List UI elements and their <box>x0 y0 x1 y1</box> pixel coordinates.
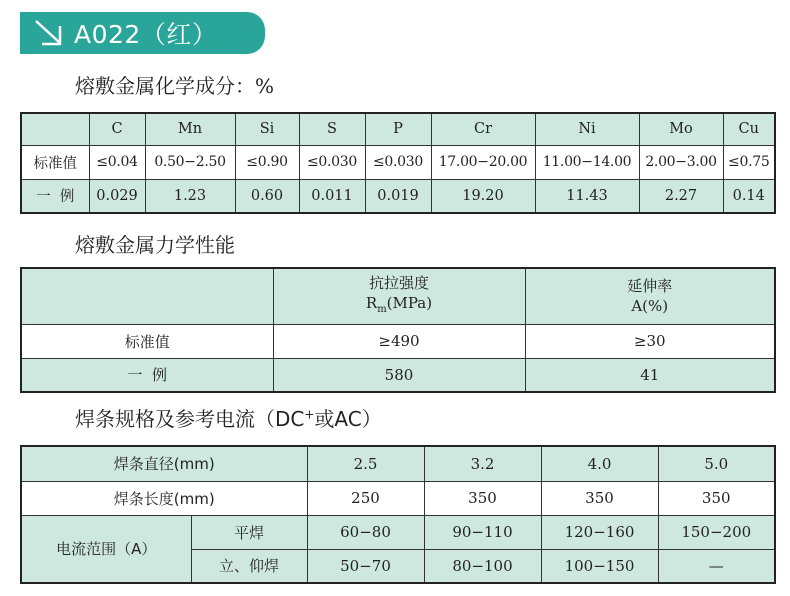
mechanical-table <box>20 267 776 393</box>
table-cell: ≤0.030 <box>299 145 365 179</box>
header-line: A(%) <box>631 297 669 316</box>
table-row <box>21 515 775 549</box>
unit-text: (MPa) <box>386 293 433 312</box>
table-cell: 350 <box>424 481 541 515</box>
table-cell: 1.23 <box>145 179 235 213</box>
column-header-elongation <box>525 268 775 324</box>
table-cell: 5.0 <box>658 446 775 481</box>
table-cell: 19.20 <box>431 179 535 213</box>
table-cell: ≤0.75 <box>723 145 775 179</box>
table-header-row <box>21 113 775 145</box>
table-row <box>21 481 775 515</box>
table-cell: 60−80 <box>307 515 424 549</box>
table-cell: 120−160 <box>541 515 658 549</box>
table-cell: 0.011 <box>299 179 365 213</box>
page-title: A022（红） <box>74 20 218 49</box>
table-cell: ≥30 <box>525 324 775 358</box>
table-cell: 250 <box>307 481 424 515</box>
table-cell: 3.2 <box>424 446 541 481</box>
column-header: C <box>89 113 145 145</box>
table-cell: 80−100 <box>424 549 541 583</box>
spec-table <box>20 445 776 584</box>
table-cell: 0.14 <box>723 179 775 213</box>
arrow-down-right-icon <box>30 18 66 48</box>
table-cell: 350 <box>541 481 658 515</box>
column-header: Si <box>235 113 299 145</box>
table-cell: 41 <box>525 358 775 392</box>
section-title-mechanical: 熔敷金属力学性能 <box>75 233 235 257</box>
superscript-text: + <box>304 407 315 422</box>
table-cell: 11.00−14.00 <box>535 145 639 179</box>
chemical-table <box>20 112 776 214</box>
table-cell: ≥490 <box>273 324 525 358</box>
table-row <box>21 446 775 481</box>
column-header: Cu <box>723 113 775 145</box>
table-cell: 17.00−20.00 <box>431 145 535 179</box>
row-label-current: 电流范围（A） <box>21 515 191 583</box>
row-label: 焊条直径(mm) <box>21 446 307 481</box>
table-cell: 11.43 <box>535 179 639 213</box>
title-text: 或AC） <box>314 407 382 431</box>
table-cell: 2.5 <box>307 446 424 481</box>
column-header: Mn <box>145 113 235 145</box>
table-row <box>21 358 775 392</box>
table-cell: ≤0.04 <box>89 145 145 179</box>
section-title-spec <box>75 403 382 432</box>
row-label: 一 例 <box>21 179 89 213</box>
row-label: 立、仰焊 <box>191 549 307 583</box>
row-label: 一 例 <box>21 358 273 392</box>
table-row <box>21 179 775 213</box>
header-bar <box>20 12 265 54</box>
table-cell: ≤0.90 <box>235 145 299 179</box>
table-cell: 0.029 <box>89 179 145 213</box>
table-cell: — <box>658 549 775 583</box>
title-text: 焊条规格及参考电流（DC <box>75 407 305 431</box>
row-label: 焊条长度(mm) <box>21 481 307 515</box>
table-row <box>21 324 775 358</box>
table-cell <box>21 113 89 145</box>
section-title-text: 熔敷金属化学成分： <box>75 74 255 98</box>
column-header: P <box>365 113 431 145</box>
subscript-text: m <box>377 303 387 315</box>
table-cell: 0.019 <box>365 179 431 213</box>
column-header: S <box>299 113 365 145</box>
column-header: Mo <box>639 113 723 145</box>
table-cell: 90−110 <box>424 515 541 549</box>
row-label: 标准值 <box>21 324 273 358</box>
table-cell: 2.27 <box>639 179 723 213</box>
table-row <box>21 145 775 179</box>
column-header-tensile <box>273 268 525 324</box>
table-cell: 0.50−2.50 <box>145 145 235 179</box>
header-line: 抗拉强度 <box>368 273 429 292</box>
table-cell: 150−200 <box>658 515 775 549</box>
column-header: Ni <box>535 113 639 145</box>
table-cell: 4.0 <box>541 446 658 481</box>
header-line: 延伸率 <box>627 277 673 296</box>
table-cell: 580 <box>273 358 525 392</box>
section-title-chemical <box>75 70 274 99</box>
table-cell: 350 <box>658 481 775 515</box>
table-cell: 0.60 <box>235 179 299 213</box>
header-line <box>274 293 525 320</box>
table-cell: 2.00−3.00 <box>639 145 723 179</box>
table-header-row <box>21 268 775 324</box>
table-cell: ≤0.030 <box>365 145 431 179</box>
table-cell: 100−150 <box>541 549 658 583</box>
row-label: 平焊 <box>191 515 307 549</box>
symbol-text: R <box>365 293 378 312</box>
column-header: Cr <box>431 113 535 145</box>
section-unit: % <box>255 74 275 98</box>
table-cell: 50−70 <box>307 549 424 583</box>
row-label: 标准值 <box>21 145 89 179</box>
table-cell <box>21 268 273 324</box>
